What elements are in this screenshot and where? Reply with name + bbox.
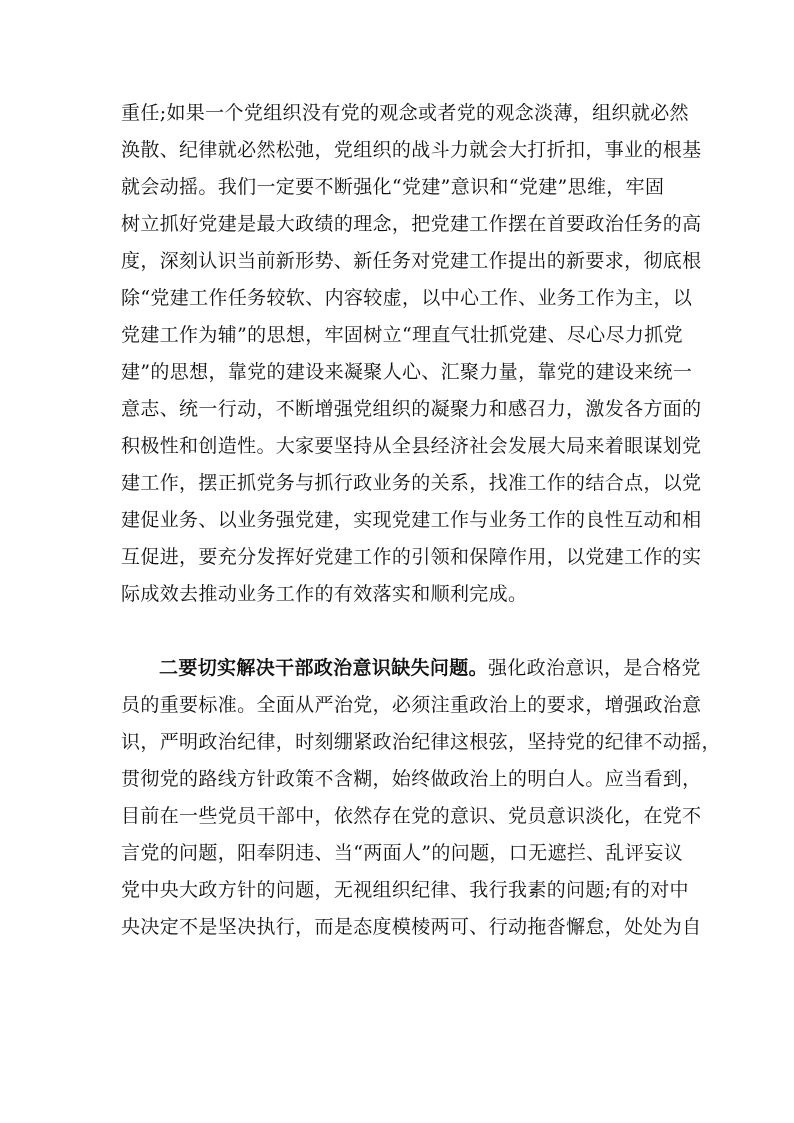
paragraph-line: 意志、统一行动，不断增强党组织的凝聚力和感召力，激发各方面的 bbox=[121, 398, 702, 420]
paragraph-line: 重任;如果一个党组织没有党的观念或者党的观念淡薄，组织就必然 bbox=[121, 102, 689, 124]
section-heading: 二要切实解决干部政治意识缺失问题。 bbox=[159, 657, 488, 679]
paragraph-line: 目前在一些党员干部中，依然存在党的意识、党员意识淡化，在党不 bbox=[121, 805, 702, 827]
paragraph-first-line bbox=[159, 656, 701, 680]
paragraph-line: 贯彻党的路线方针政策不含糊，始终做政治上的明白人。应当看到， bbox=[121, 768, 702, 790]
paragraph-line: 党建工作为辅”的思想，牢固树立“理直气壮抓党建、尽心尽力抓党 bbox=[121, 324, 683, 346]
paragraph-text: 强化政治意识，是合格党 bbox=[487, 657, 701, 679]
paragraph-line: 党中央大政方针的问题，无视组织纪律、我行我素的问题;有的对中 bbox=[121, 879, 689, 901]
paragraph-line: 度，深刻认识当前新形势、新任务对党建工作提出的新要求，彻底根 bbox=[121, 250, 702, 272]
paragraph-line: 互促进，要充分发挥好党建工作的引领和保障作用，以党建工作的实 bbox=[121, 546, 702, 568]
paragraph-line: 积极性和创造性。大家要坚持从全县经济社会发展大局来着眼谋划党 bbox=[121, 435, 702, 457]
paragraph-line: 就会动摇。我们一定要不断强化“党建”意识和“党建”思维，牢固 bbox=[121, 176, 665, 198]
paragraph-line: 涣散、纪律就必然松弛，党组织的战斗力就会大打折扣，事业的根基 bbox=[121, 139, 702, 161]
paragraph-line: 言党的问题，阳奉阴违、当“两面人”的问题，口无遮拦、乱评妄议 bbox=[121, 842, 683, 864]
paragraph-line: 际成效去推动业务工作的有效落实和顺利完成。 bbox=[121, 583, 528, 605]
paragraph-line: 除“党建工作任务较软、内容较虚，以中心工作、业务工作为主，以 bbox=[121, 287, 693, 309]
paragraph-line: 建促业务、以业务强党建，实现党建工作与业务工作的良性互动和相 bbox=[121, 509, 702, 531]
paragraph-line: 央决定不是坚决执行，而是态度模棱两可、行动拖沓懈怠，处处为自 bbox=[121, 916, 702, 938]
paragraph-line: 识，严明政治纪律，时刻绷紧政治纪律这根弦，坚持党的纪律不动摇， bbox=[121, 731, 721, 753]
paragraph-line: 树立抓好党建是最大政绩的理念，把党建工作摆在首要政治任务的高 bbox=[121, 213, 702, 235]
paragraph-line: 建工作，摆正抓党务与抓行政业务的关系，找准工作的结合点，以党 bbox=[121, 472, 702, 494]
paragraph-line: 员的重要标准。全面从严治党，必须注重政治上的要求，增强政治意 bbox=[121, 694, 702, 716]
paragraph-line: 建”的思想，靠党的建设来凝聚人心、汇聚力量，靠党的建设来统一 bbox=[121, 361, 693, 383]
